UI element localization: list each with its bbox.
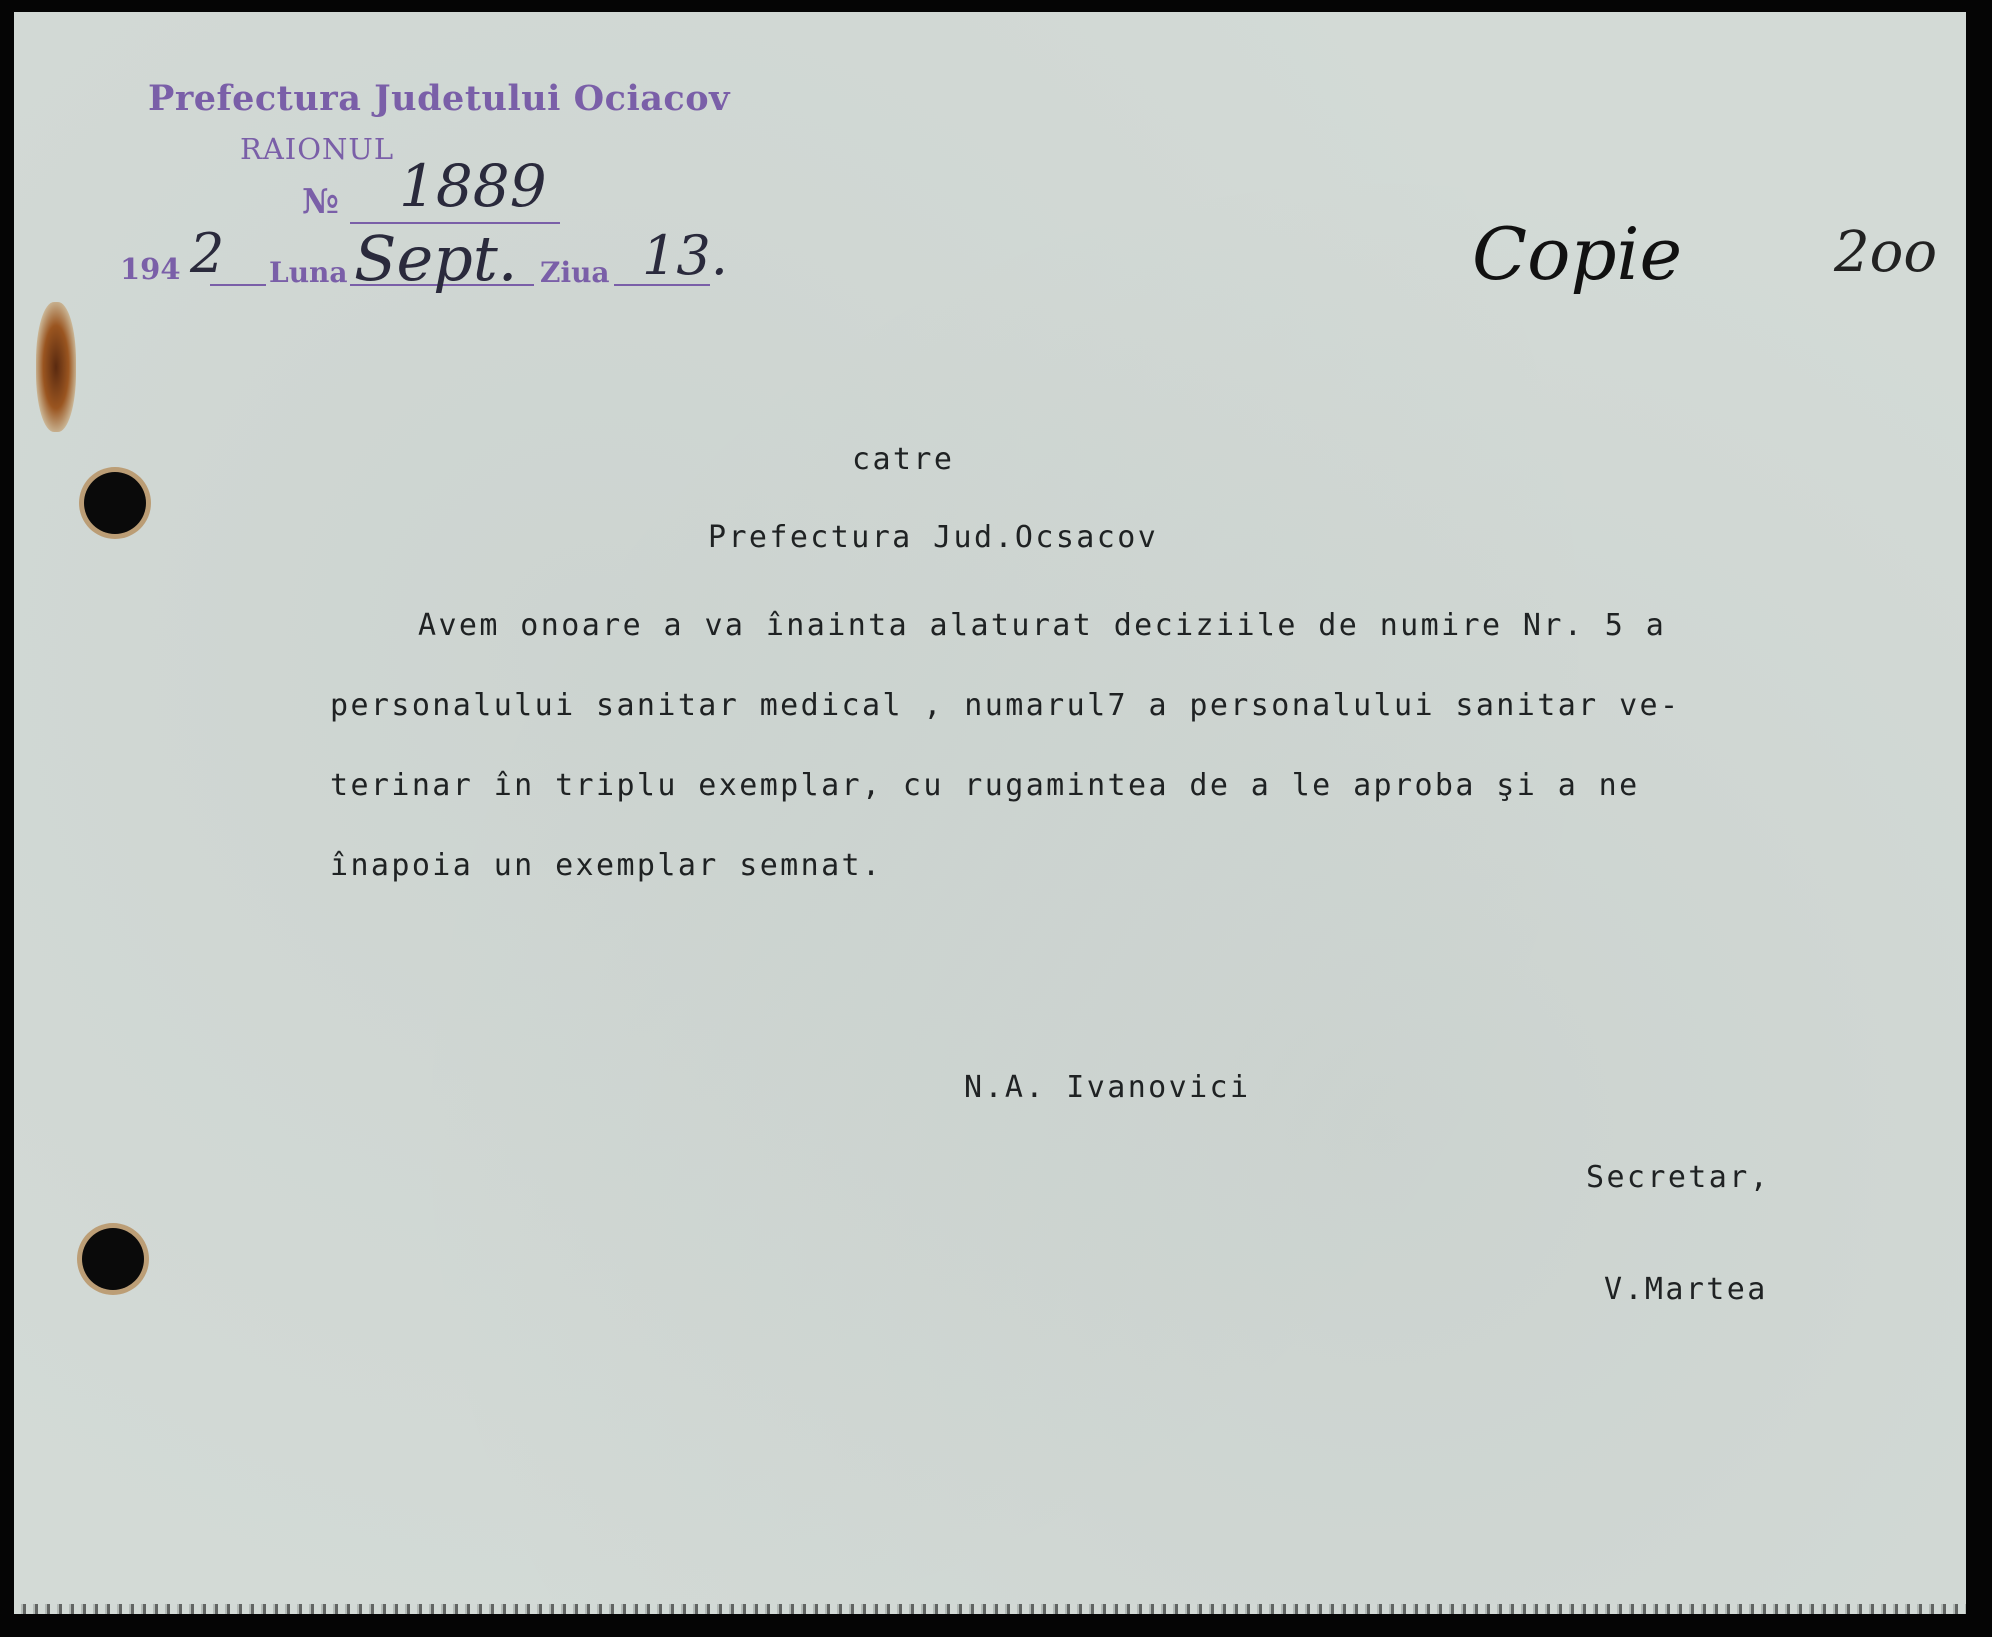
letter-addressee: Prefectura Jud.Ocsacov (708, 520, 1159, 555)
handwritten-month: Sept. (354, 222, 518, 295)
document-sheet (14, 12, 1966, 1614)
letter-secretary-name: V.Martea (1604, 1272, 1768, 1307)
handwritten-copie: Copie (1472, 212, 1683, 296)
rust-stain (36, 302, 76, 432)
letter-signatory-name: N.A. Ivanovici (964, 1070, 1251, 1105)
handwritten-year-digit: 2 (190, 222, 225, 285)
letter-secretary-title: Secretar, (1586, 1160, 1771, 1195)
letter-body-line-4: înapoia un exemplar semnat. (330, 848, 883, 883)
handwritten-number: 1889 (399, 152, 547, 220)
letter-body-line-2: personalului sanitar medical , numarul7 a personalului sanitar ve- (330, 688, 1681, 723)
stamp-number-label: № (302, 182, 339, 222)
letter-body-line-1: Avem onoare a va înainta alaturat deciziile de numire Nr. 5 a (418, 608, 1667, 643)
handwritten-margin-note: 2oo (1834, 220, 1938, 285)
punch-hole-top (84, 472, 146, 534)
punch-hole-bottom (82, 1228, 144, 1290)
stamp-raion: RAIONUL (240, 132, 395, 166)
letter-salutation: catre (852, 442, 955, 477)
handwritten-day: 13. (642, 224, 728, 287)
stamp-ziua-label: Ziua (540, 256, 610, 289)
stamp-title: Prefectura Judetului Ociacov (148, 78, 730, 119)
torn-bottom-edge (14, 1604, 1966, 1614)
letter-body-line-3: terinar în triplu exemplar, cu rugamintea de a le aproba şi a ne (330, 768, 1640, 803)
stamp-luna-label: Luna (269, 256, 348, 289)
stamp-year-prefix: 194 (120, 252, 181, 286)
